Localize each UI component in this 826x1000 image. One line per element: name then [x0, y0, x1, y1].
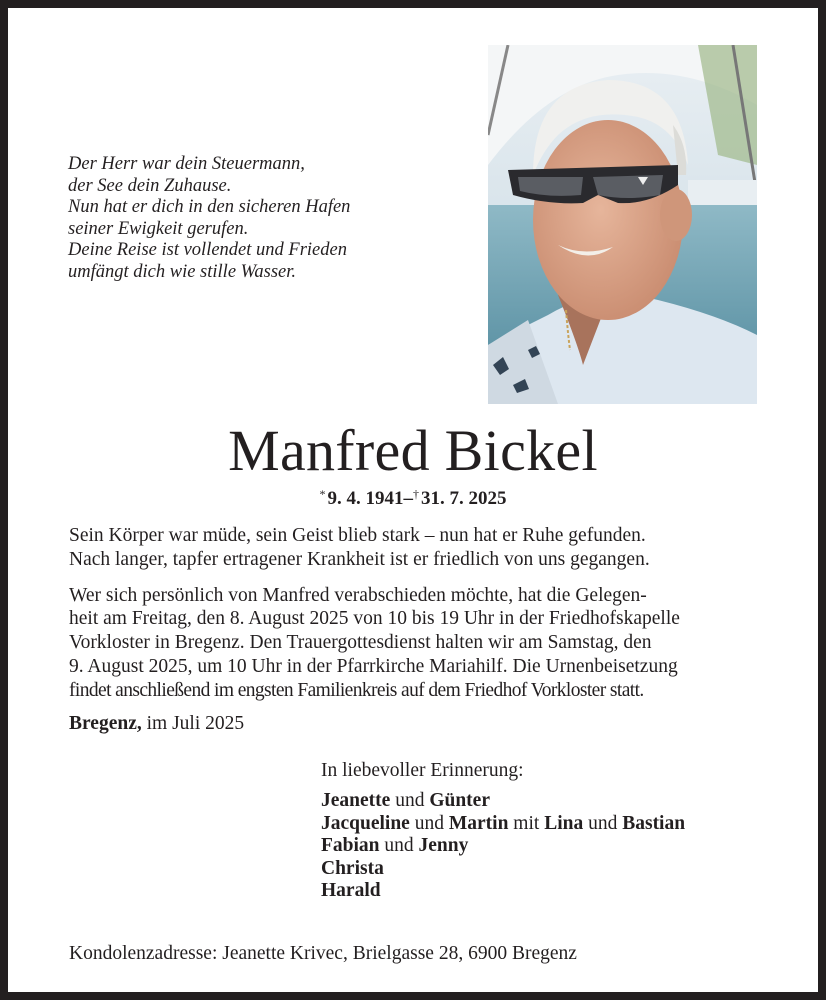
connector-text: und [379, 835, 419, 857]
text-line: Wer sich persönlich von Manfred verabschieden möchte, hat die Gelegen- [69, 584, 647, 606]
poem-line: umfängt dich wie stille Wasser. [68, 261, 296, 282]
mourner-name: Martin [448, 812, 509, 834]
obituary-text [69, 524, 757, 703]
poem-line: Deine Reise ist vollendet und Frieden [68, 240, 347, 261]
mourner-row [321, 880, 685, 902]
connector-text: und [583, 812, 623, 834]
mourner-name: Jenny [418, 835, 469, 857]
connector-text: und [390, 790, 430, 812]
life-dates [8, 482, 818, 511]
poem-line: Der Herr war dein Steuermann, [68, 154, 305, 174]
place-date [69, 712, 244, 736]
text-line: Vorkloster in Bregenz. Den Trauergottesdienst halten wir am Samstag, den [69, 632, 652, 654]
mourners-block [321, 760, 685, 902]
death-date: 31. 7. 2025 [421, 488, 507, 509]
mourner-row [321, 858, 685, 880]
text-line: Sein Körper war müde, sein Geist blieb stark – nun hat er Ruhe gefunden. [69, 525, 646, 546]
text-line: 9. August 2025, um 10 Uhr in der Pfarrkirche Mariahilf. Die Urnenbeisetzung [69, 655, 678, 677]
poem-line: Nun hat er dich in den sicheren Hafen [68, 197, 351, 218]
obituary-page [8, 8, 818, 992]
connector-text: und [409, 812, 449, 834]
mourner-name: Lina [544, 812, 584, 834]
mourner-name: Jacqueline [321, 812, 410, 834]
birth-date: 9. 4. 1941 [327, 488, 404, 509]
date-separator: – [403, 488, 413, 509]
paragraph-farewell [69, 524, 757, 572]
deceased-name: Manfred Bickel [228, 418, 598, 483]
condolence-address: Kondolenzadresse: Jeanette Krivec, Brielgasse 28, 6900 Bregenz [69, 943, 577, 964]
connector-text: mit [508, 812, 545, 834]
mourner-name: Günter [429, 790, 490, 812]
mourner-name: Harald [321, 880, 381, 902]
place-city: Bregenz, [69, 713, 142, 734]
portrait-photo [488, 45, 757, 404]
text-line: heit am Freitag, den 8. August 2025 von 10 bis 19 Uhr in der Friedhofskapelle [69, 608, 680, 630]
paragraph-service-details [69, 584, 757, 703]
poem [68, 154, 428, 284]
poem-line: seiner Ewigkeit gerufen. [68, 218, 249, 239]
death-symbol: † [413, 487, 419, 501]
mourner-row [321, 813, 685, 835]
mourner-name: Christa [321, 857, 384, 879]
mourner-name: Fabian [321, 835, 380, 857]
birth-symbol: * [319, 487, 326, 501]
mourner-name: Bastian [622, 812, 686, 834]
mourner-row [321, 790, 685, 812]
text-line: findet anschließend im engsten Familienkreis auf dem Friedhof Vorkloster statt. [69, 679, 644, 701]
mourners-list [321, 790, 685, 902]
mourner-row [321, 835, 685, 857]
poem-line: der See dein Zuhause. [68, 175, 232, 196]
mourner-name: Jeanette [321, 790, 391, 812]
text-line: Nach langer, tapfer ertragener Krankheit ist er friedlich von uns gegangen. [69, 548, 650, 570]
portrait-image [488, 45, 757, 404]
mourners-intro: In liebevoller Erinnerung: [321, 760, 524, 781]
place-month: im Juli 2025 [146, 713, 245, 734]
